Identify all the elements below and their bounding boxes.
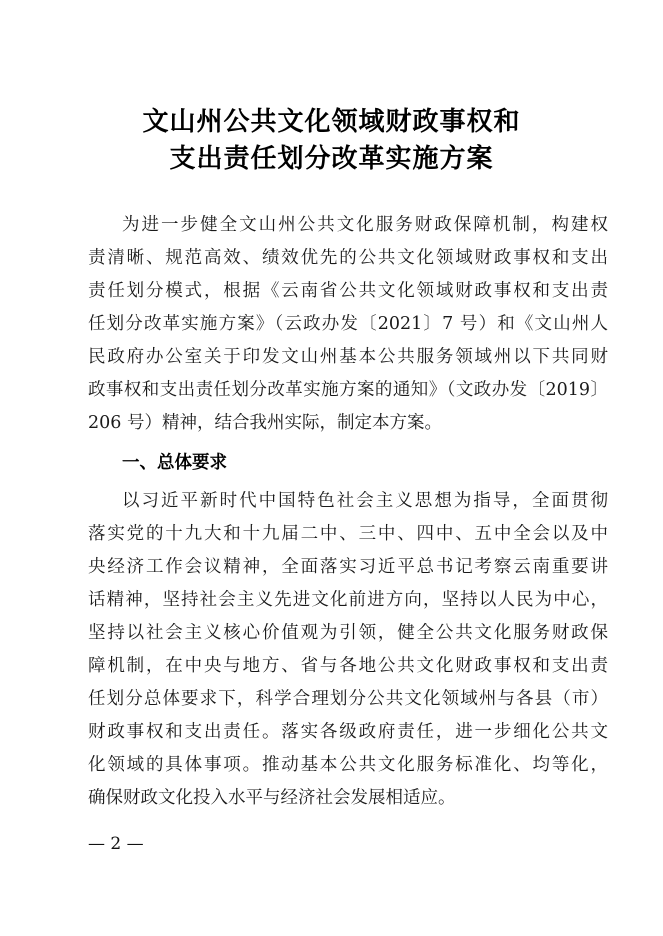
- section-line: 障机制，在中央与地方、省与各地公共文化财政事权和支出责: [88, 656, 608, 676]
- section-line: 央经济工作会议精神，全面落实习近平总书记考察云南重要讲: [88, 557, 608, 577]
- intro-line: 责清晰、规范高效、绩效优先的公共文化领域财政事权和支出: [88, 248, 608, 268]
- intro-line: 政事权和支出责任划分改革实施方案的通知》（文政办发〔2019〕: [88, 380, 608, 400]
- section-line: 化领域的具体事项。推动基本公共文化服务标准化、均等化，: [88, 755, 608, 775]
- document-title-line-1: 文山州公共文化领域财政事权和: [142, 107, 521, 137]
- page-number: — 2 —: [88, 834, 144, 854]
- intro-line: 为进一步健全文山州公共文化服务财政保障机制，构建权: [122, 215, 608, 235]
- intro-line: 责任划分模式，根据《云南省公共文化领域财政事权和支出责: [88, 281, 608, 301]
- section-line: 落实党的十九大和十九届二中、三中、四中、五中全会以及中: [88, 524, 608, 544]
- intro-line: 民政府办公室关于印发文山州基本公共服务领域州以下共同财: [88, 347, 608, 367]
- section-line: 坚持以社会主义核心价值观为引领，健全公共文化服务财政保: [88, 623, 608, 643]
- section-line: 任划分总体要求下，科学合理划分公共文化领域州与各县（市）: [88, 689, 608, 709]
- section-line: 以习近平新时代中国特色社会主义思想为指导，全面贯彻: [122, 491, 608, 511]
- section-line: 确保财政文化投入水平与经济社会发展相适应。: [88, 788, 456, 808]
- section-line: 话精神，坚持社会主义先进文化前进方向，坚持以人民为中心，: [88, 590, 608, 610]
- section-line: 财政事权和支出责任。落实各级政府责任，进一步细化公共文: [88, 722, 608, 742]
- document-title-line-2: 支出责任划分改革实施方案: [169, 144, 494, 174]
- intro-line: 任划分改革实施方案》（云政办发〔2021〕7 号）和《文山州人: [88, 314, 608, 334]
- section-heading: 一、总体要求: [122, 453, 227, 473]
- intro-line: 206 号）精神，结合我州实际，制定本方案。: [88, 413, 442, 433]
